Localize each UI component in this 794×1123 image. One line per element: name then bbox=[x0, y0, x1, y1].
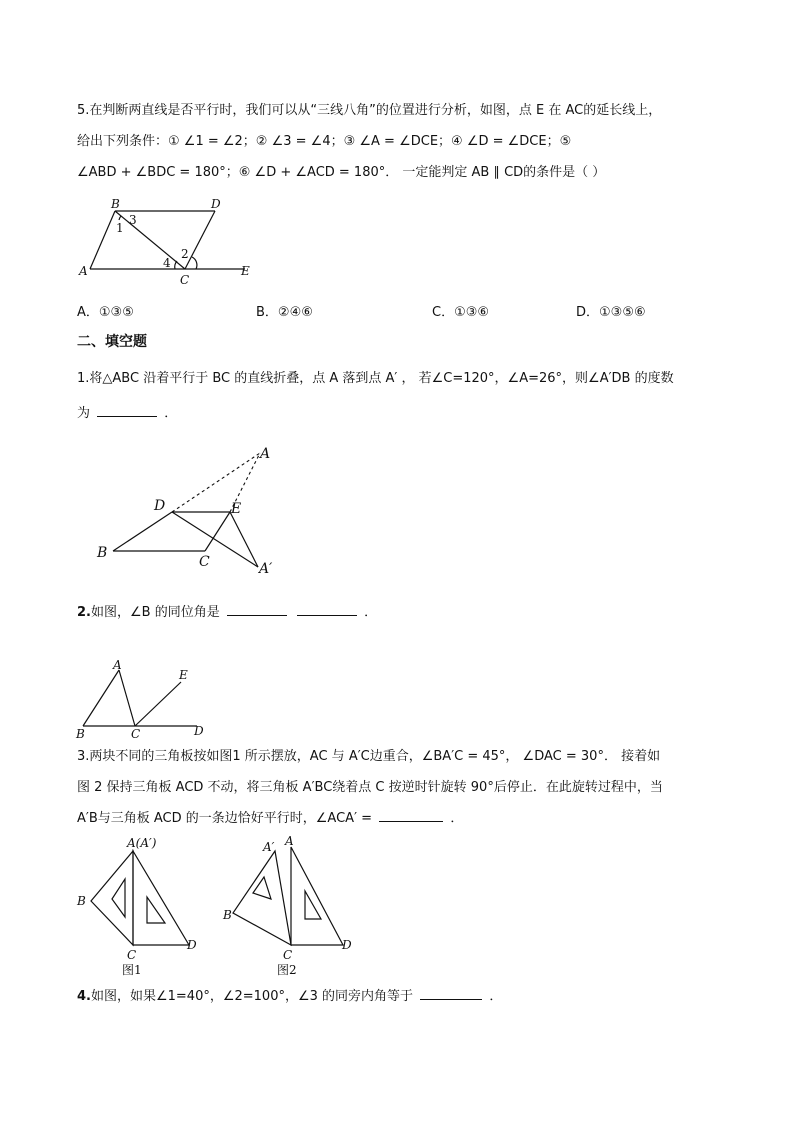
q5-label-E: E bbox=[241, 264, 250, 278]
f1-text-line2 bbox=[77, 404, 177, 424]
f1-answer-blank[interactable] bbox=[97, 404, 157, 417]
f2-suffix: ． bbox=[364, 605, 378, 620]
q5-text-line1: 5.在判断两直线是否平行时，我们可以从“三线八角”的位置进行分析，如图，点 E 在 AC的延长线上， bbox=[77, 103, 662, 118]
q5-label-4: 4 bbox=[163, 256, 171, 270]
f4-suffix: ． bbox=[489, 989, 503, 1004]
f1-label-D: D bbox=[154, 498, 166, 514]
q5-label-B: B bbox=[111, 197, 120, 211]
f1-figure bbox=[95, 443, 295, 578]
f4-number: 4. bbox=[77, 989, 91, 1004]
f4-answer-blank[interactable] bbox=[420, 987, 482, 1000]
f1-label-E: E bbox=[231, 501, 242, 517]
q5-label-A: A bbox=[79, 264, 88, 278]
f3-text-line1: 3.两块不同的三角板按如图1 所示摆放，AC 与 A′C边重合，∠BA′C = 45°， ∠DAC = 30°． 接着如 bbox=[77, 749, 661, 764]
fig1-caption: 图1 bbox=[122, 963, 142, 977]
f2-answer-blank-1[interactable] bbox=[227, 603, 287, 616]
f3-text-line2: 图 2 保持三角板 ACD 不动，将三角板 A′BC绕着点 C 按逆时针旋转 90°后停止．在此旋转过程中，当 bbox=[77, 780, 663, 795]
f2-text bbox=[77, 603, 377, 623]
f3-suffix: ． bbox=[450, 811, 464, 826]
f1-label-A-prime: A′ bbox=[259, 561, 273, 577]
f2-number: 2. bbox=[77, 605, 91, 620]
q5-option-d[interactable]: D．①③⑤⑥ bbox=[576, 305, 646, 320]
f4-question: 如图，如果∠1=40°，∠2=100°，∠3 的同旁内角等于 bbox=[90, 989, 414, 1004]
q5-option-c[interactable]: C．①③⑥ bbox=[432, 305, 490, 320]
q5-label-C: C bbox=[180, 273, 190, 287]
f1-prefix: 为 bbox=[77, 406, 91, 421]
fig2-label-A-prime: A′ bbox=[263, 840, 275, 854]
f3-figure-1 bbox=[75, 833, 215, 983]
q5-text-line2: 给出下列条件：① ∠1 = ∠2；② ∠3 = ∠4；③ ∠A = ∠DCE；④ ∠D = ∠DCE；⑤ bbox=[77, 134, 572, 149]
f3-prefix: A′B与三角板 ACD 的一条边恰好平行时，∠ACA′ = bbox=[77, 811, 373, 826]
q5-label-1: 1 bbox=[116, 221, 124, 235]
q5-option-b[interactable]: B．②④⑥ bbox=[256, 305, 313, 320]
f1-label-A: A bbox=[260, 446, 271, 462]
fig2-caption: 图2 bbox=[277, 963, 297, 977]
f3-figure-2 bbox=[215, 833, 365, 983]
q5-text-line3: ∠ABD + ∠BDC = 180°；⑥ ∠D + ∠ACD = 180°． 一定能判定 AB ∥ CD的条件是（ ） bbox=[77, 165, 606, 180]
f1-label-C: C bbox=[199, 554, 210, 570]
f2-label-E: E bbox=[179, 668, 188, 682]
fig1-label-D: D bbox=[187, 938, 197, 952]
q5-label-2: 2 bbox=[181, 247, 189, 261]
f1-suffix: ． bbox=[164, 406, 178, 421]
f2-answer-blank-2[interactable] bbox=[297, 603, 357, 616]
f2-label-A: A bbox=[113, 658, 122, 672]
f2-label-C: C bbox=[131, 727, 141, 741]
q5-label-D: D bbox=[211, 197, 221, 211]
fig2-label-A: A bbox=[285, 834, 294, 848]
f1-text-line1: 1.将△ABC 沿着平行于 BC 的直线折叠，点 A 落到点 A′ ， 若∠C=120°，∠A=26°，则∠A′DB 的度数 bbox=[77, 371, 674, 386]
f1-label-B: B bbox=[97, 545, 108, 561]
f2-figure bbox=[75, 660, 215, 740]
fig1-label-AA-prime: A(A′) bbox=[127, 836, 157, 850]
f3-text-line3 bbox=[77, 809, 463, 829]
q5-option-a[interactable]: A．①③⑤ bbox=[77, 305, 134, 320]
section-title: 二、填空题 bbox=[77, 334, 147, 350]
q5-label-3: 3 bbox=[129, 213, 137, 227]
q5-figure bbox=[75, 195, 275, 290]
f2-label-D: D bbox=[194, 724, 204, 738]
fig2-label-B: B bbox=[223, 908, 232, 922]
fig1-label-B: B bbox=[77, 894, 86, 908]
f4-text bbox=[77, 987, 502, 1007]
f2-label-B: B bbox=[76, 727, 85, 741]
f2-question: 如图，∠B 的同位角是 bbox=[90, 605, 220, 620]
fig1-label-C: C bbox=[127, 948, 137, 962]
f3-answer-blank[interactable] bbox=[379, 809, 443, 822]
fig2-label-D: D bbox=[342, 938, 352, 952]
fig2-label-C: C bbox=[283, 948, 293, 962]
